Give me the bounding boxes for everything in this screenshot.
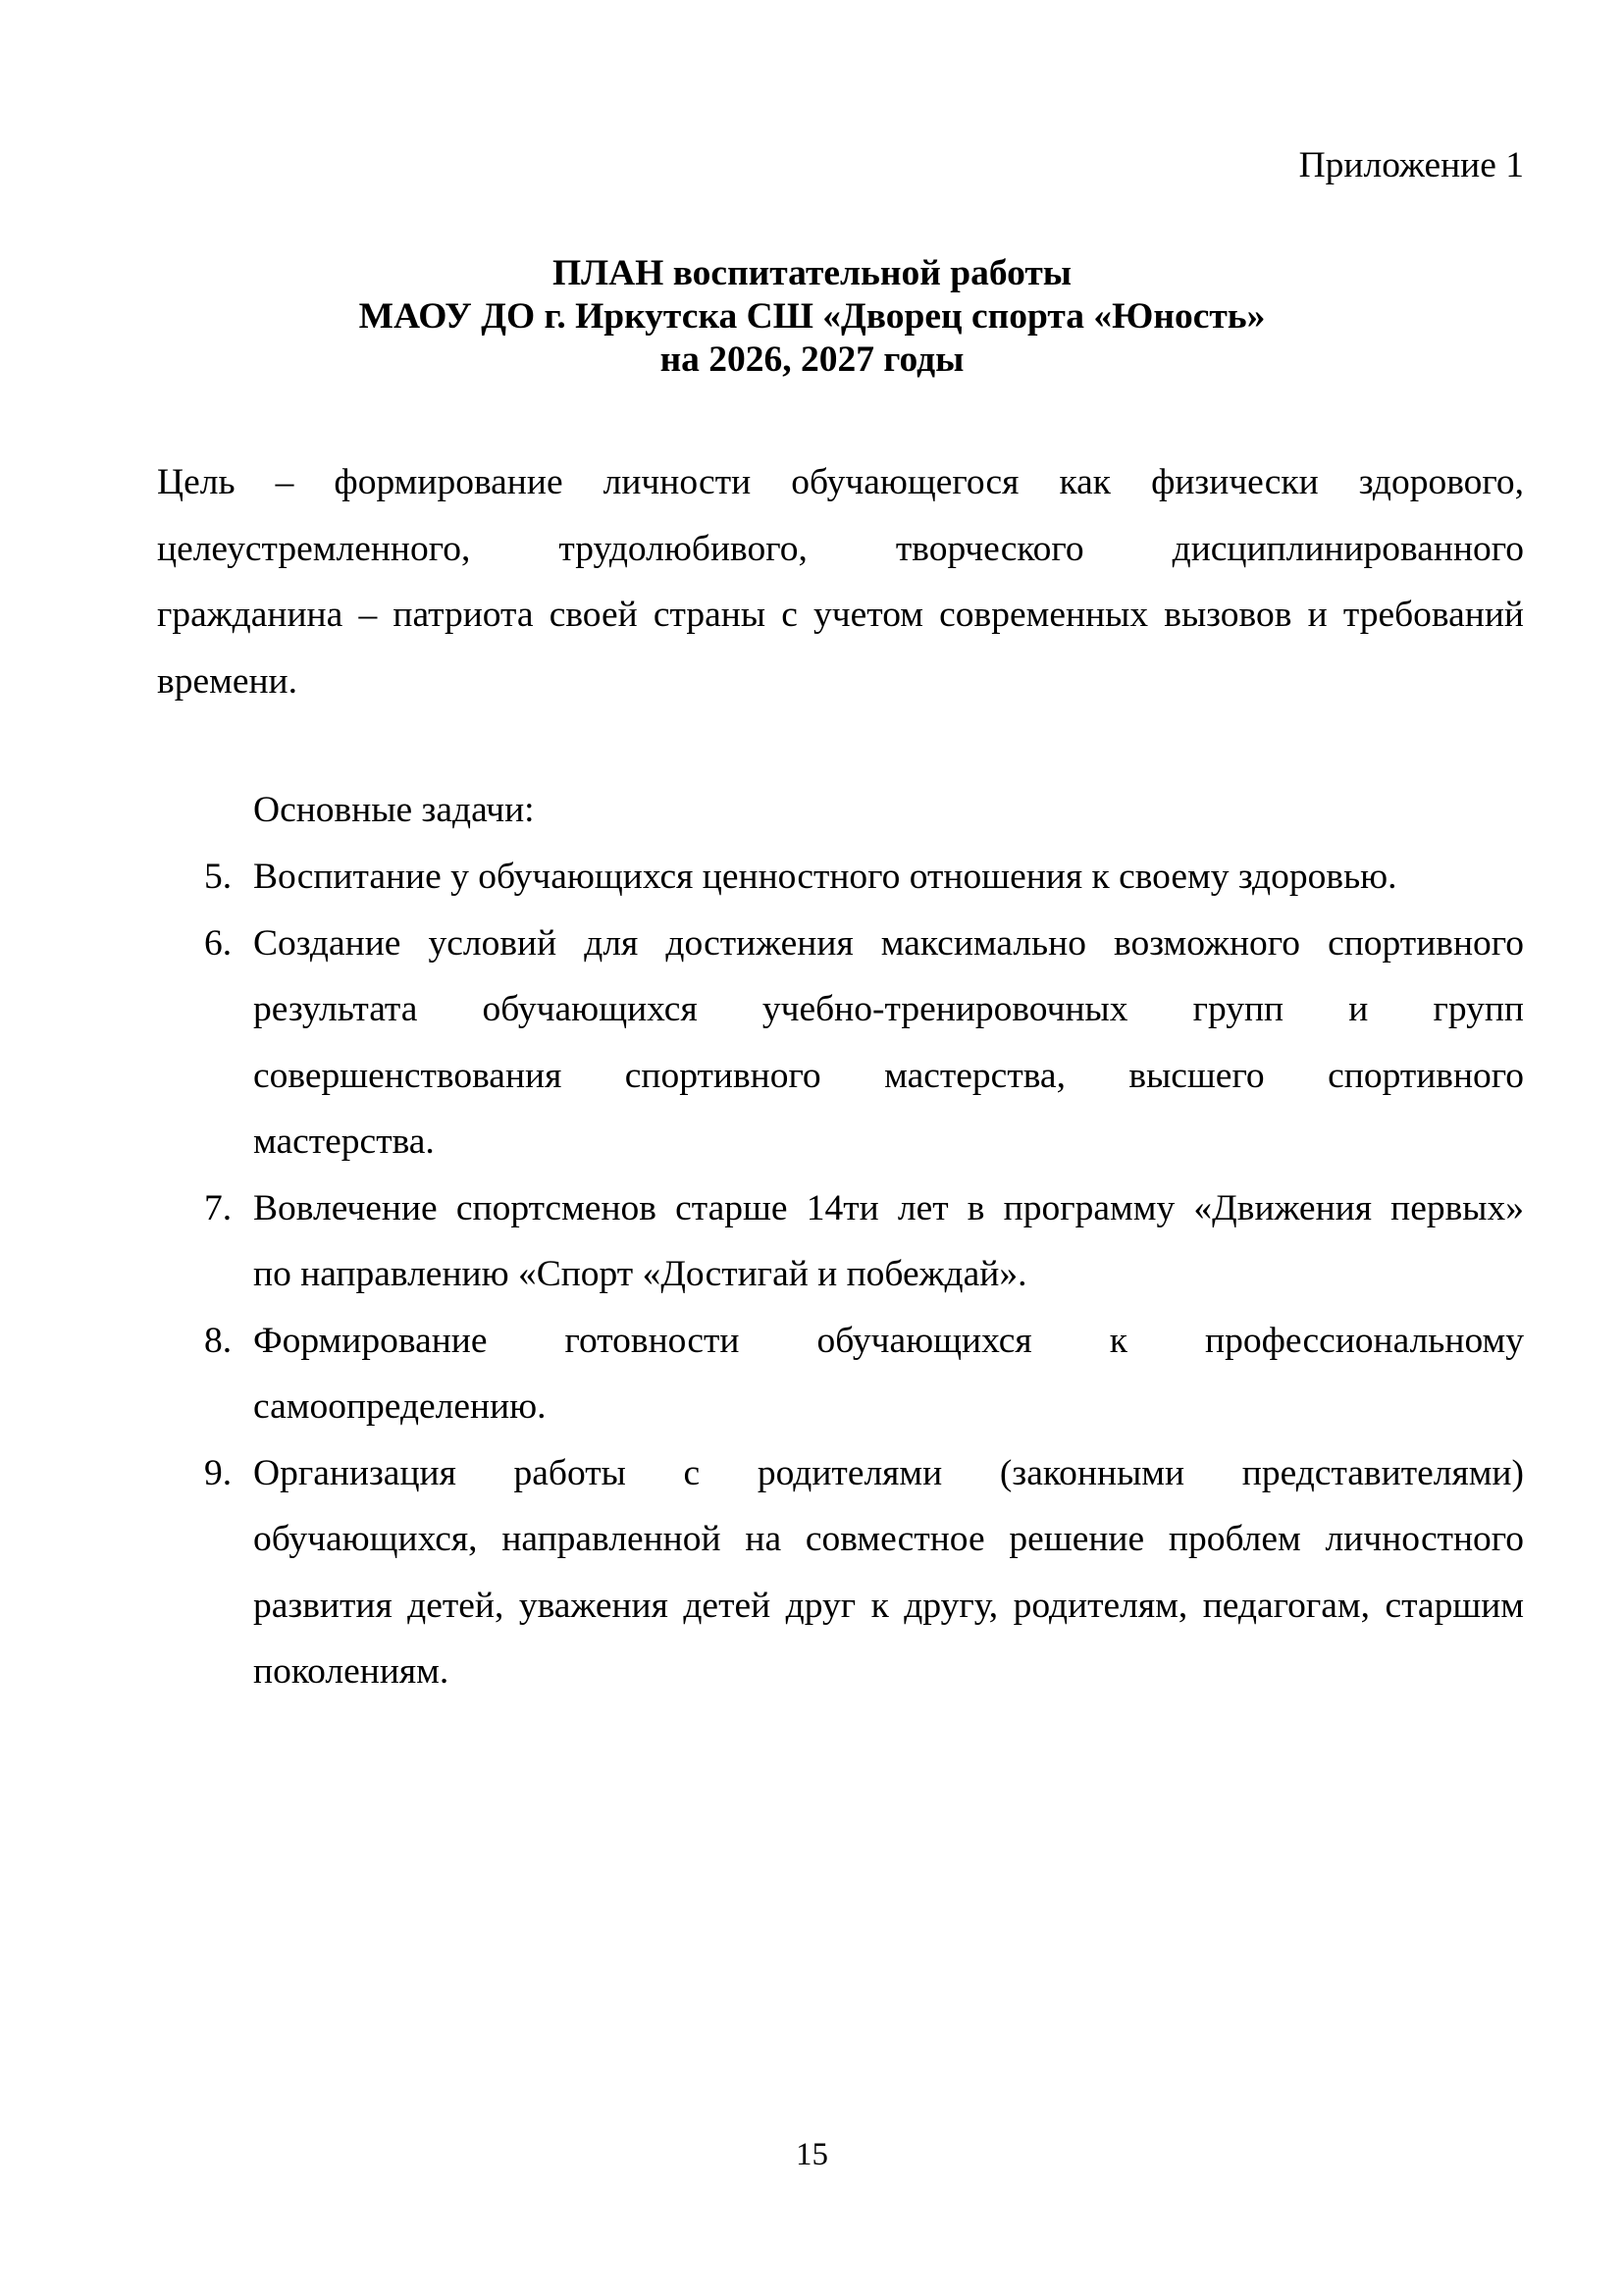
list-item-line: результата обучающихся учебно-тренировочных групп и групп (253, 989, 1524, 1029)
goal-paragraph (157, 449, 1524, 714)
list-item (157, 911, 1524, 1175)
list-item-line: Формирование готовности обучающихся к профессиональному (253, 1320, 1524, 1361)
list-item-number: 9. (204, 1452, 233, 1493)
tasks-list (157, 844, 1524, 1705)
list-item-line: Организация работы с родителями (законными представителями) (253, 1452, 1524, 1493)
list-item (157, 844, 1524, 911)
list-item-number: 6. (204, 922, 233, 964)
document-title (0, 252, 1624, 382)
list-item-line: обучающихся, направленной на совместное решение проблем личностного (253, 1519, 1524, 1559)
list-item (157, 1308, 1524, 1440)
goal-line: Цель – формирование личности обучающегося как физически здорового, (157, 462, 1524, 502)
appendix-label: Приложение 1 (1298, 145, 1524, 185)
list-item-number: 5. (204, 857, 233, 897)
goal-line: целеустремленного, трудолюбивого, творческого дисциплинированного (157, 528, 1524, 569)
list-item-line: совершенствования спортивного мастерства, высшего спортивного (253, 1055, 1524, 1096)
tasks-heading: Основные задачи: (253, 790, 535, 830)
title-line-2: МАОУ ДО г. Иркутска СШ «Дворец спорта «Юность» (358, 296, 1266, 337)
list-item-line: мастерства. (253, 1121, 435, 1162)
list-item-line: поколениям. (253, 1651, 449, 1692)
list-item (157, 1440, 1524, 1705)
list-item-line: развития детей, уважения детей друг к другу, родителям, педагогам, старшим (253, 1585, 1524, 1626)
list-item-number: 7. (204, 1187, 233, 1228)
goal-line: времени. (157, 660, 297, 702)
title-line-1: ПЛАН воспитательной работы (551, 253, 1073, 293)
list-item-line: по направлению «Спорт «Достигай и побеждай». (253, 1254, 1027, 1294)
list-item-line: Воспитание у обучающихся ценностного отношения к своему здоровью. (253, 857, 1397, 897)
list-item-number: 8. (204, 1320, 233, 1361)
list-item (157, 1175, 1524, 1308)
goal-line: гражданина – патриота своей страны с учетом современных вызовов и требований (157, 595, 1524, 635)
list-item-line: самоопределению. (253, 1386, 547, 1427)
list-item-line: Вовлечение спортсменов старше 14ти лет в программу «Движения первых» (253, 1187, 1524, 1228)
page-number: 15 (796, 2137, 828, 2172)
title-line-3: на 2026, 2027 годы (659, 339, 965, 380)
list-item-line: Создание условий для достижения максимально возможного спортивного (253, 922, 1524, 964)
